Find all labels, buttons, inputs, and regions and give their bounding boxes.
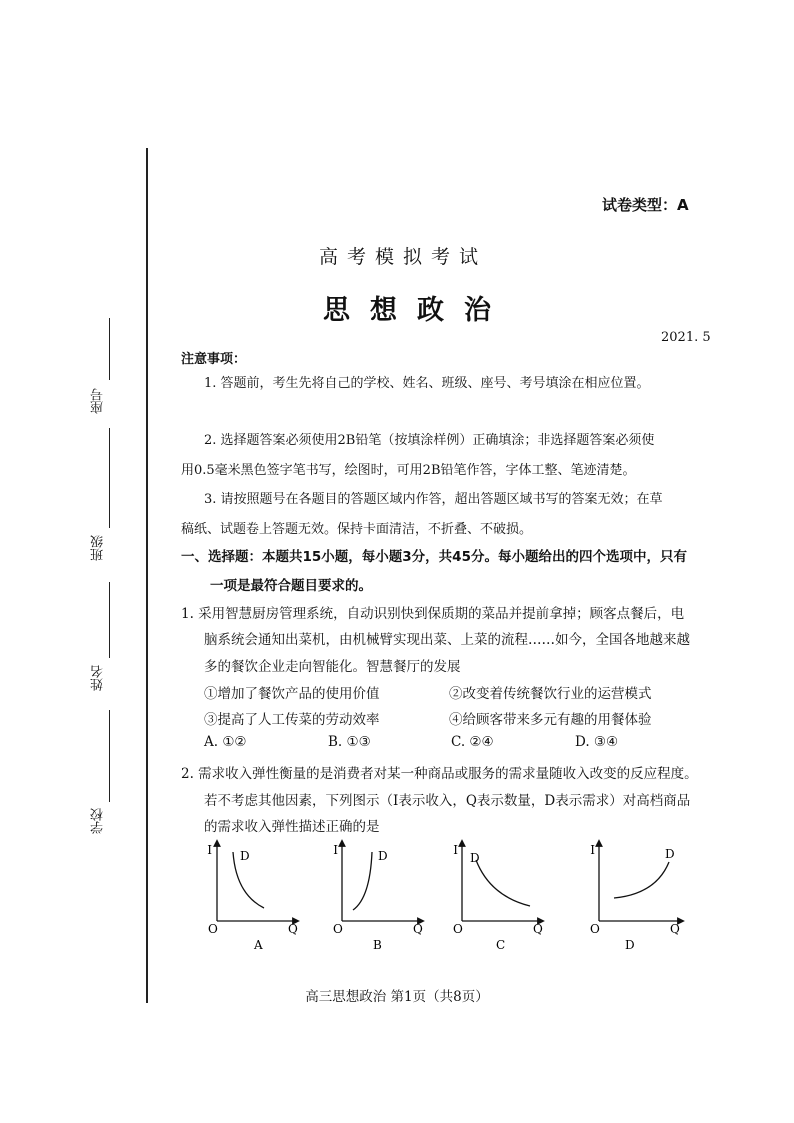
graph-d-origin: O xyxy=(590,922,600,936)
notice-title: 注意事项： xyxy=(181,352,247,367)
section1-heading-line-2: 一项是最符合题目要求的。 xyxy=(210,578,372,594)
section1-heading-line-1: 一、选择题：本题共15小题，每小题3分，共45分。每小题给出的四个选项中，只有 xyxy=(181,549,687,565)
q1-stem-line-1: 1. 采用智慧厨房管理系统，自动识别快到保质期的菜品并提前拿掉；顾客点餐后，电 xyxy=(181,606,685,622)
q2-stem-line-2: 若不考虑其他因素，下列图示（I表示收入，Q表示数量，D表示需求）对高档商品 xyxy=(204,793,691,809)
graph-d-curve xyxy=(614,862,669,898)
q2-stem-line-3: 的需求收入弹性描述正确的是 xyxy=(204,819,380,835)
graph-b-x-label: Q xyxy=(413,922,423,936)
exam-type: 试卷类型：A xyxy=(602,196,689,214)
graph-c-y-label: I xyxy=(453,843,458,857)
graph-a-origin: O xyxy=(208,922,218,936)
q1-option-d[interactable]: D. ③④ xyxy=(575,734,619,750)
subject-title: 思想政治 xyxy=(323,295,511,326)
page-footer: 高三思想政治 第1页（共8页） xyxy=(305,989,489,1005)
q1-option-a[interactable]: A. ①② xyxy=(204,734,247,750)
side-field-name-line[interactable] xyxy=(109,582,110,658)
notice-item-2-line-1: 2. 选择题答案必须使用2B铅笔（按填涂样例）正确填涂；非选择题答案必须使 xyxy=(204,433,655,448)
graph-a-y-label: I xyxy=(207,843,212,857)
side-field-seat-line[interactable] xyxy=(109,318,110,380)
q1-stem-line-3: 多的餐饮企业走向智能化。智慧餐厅的发展 xyxy=(204,659,461,675)
q1-statement-1: ①增加了餐饮产品的使用价值 xyxy=(204,686,380,702)
graph-c-curve-label: D xyxy=(470,851,480,865)
graph-b-origin: O xyxy=(333,922,343,936)
graph-a[interactable] xyxy=(207,843,298,952)
graph-a-x-label: Q xyxy=(288,922,298,936)
graph-c-origin: O xyxy=(453,922,463,936)
graph-d-y-label: I xyxy=(590,843,595,857)
side-field-name-label: 姓名 xyxy=(91,665,106,691)
side-field-seat-label: 座号 xyxy=(91,388,106,414)
exam-title: 高考模拟考试 xyxy=(318,246,487,268)
exam-date: 2021. 5 xyxy=(661,330,711,345)
graph-d[interactable] xyxy=(590,843,681,952)
graph-a-caption: A xyxy=(254,938,263,952)
binding-line xyxy=(146,148,148,1003)
notice-item-3-line-1: 3. 请按照题号在各题目的答题区域内作答，超出答题区域书写的答案无效；在草 xyxy=(204,492,663,507)
graph-d-curve-label: D xyxy=(665,847,675,861)
q2-stem-line-1: 2. 需求收入弹性衡量的是消费者对某一种商品或服务的需求量随收入改变的反应程度。 xyxy=(181,766,698,782)
notice-item-1: 1. 答题前，考生先将自己的学校、姓名、班级、座号、考号填涂在相应位置。 xyxy=(204,376,650,391)
side-field-school-line[interactable] xyxy=(109,710,110,802)
graph-c-curve xyxy=(476,860,530,906)
graph-b-curve xyxy=(353,852,372,910)
graph-b-y-label: I xyxy=(333,843,338,857)
graph-d-x-label: Q xyxy=(670,922,680,936)
graph-c-caption: C xyxy=(496,938,506,952)
graph-b-curve-label: D xyxy=(378,849,388,863)
q2-graphs xyxy=(200,838,700,958)
side-field-school-label: 学校 xyxy=(91,808,106,834)
side-field-class-line[interactable] xyxy=(109,428,110,528)
q1-statement-4: ④给顾客带来多元有趣的用餐体验 xyxy=(449,712,652,728)
q1-statement-2: ②改变着传统餐饮行业的运营模式 xyxy=(449,686,652,702)
q1-option-c[interactable]: C. ②④ xyxy=(451,734,494,750)
q1-option-b[interactable]: B. ①③ xyxy=(328,734,371,750)
q1-statement-3: ③提高了人工传菜的劳动效率 xyxy=(204,712,380,728)
side-field-class-label: 班级 xyxy=(91,535,106,561)
graph-c-x-label: Q xyxy=(533,922,543,936)
q1-stem-line-2: 脑系统会通知出菜机，由机械臂实现出菜、上菜的流程……如今，全国各地越来越 xyxy=(204,632,690,648)
graph-b[interactable] xyxy=(333,843,423,952)
graph-d-caption: D xyxy=(625,938,635,952)
graph-a-curve-label: D xyxy=(240,849,250,863)
notice-item-2-line-2: 用0.5毫米黑色签字笔书写，绘图时，可用2B铅笔作答，字体工整、笔迹清楚。 xyxy=(181,463,636,478)
graph-c[interactable] xyxy=(453,843,543,952)
graph-b-caption: B xyxy=(373,938,382,952)
notice-item-3-line-2: 稿纸、试题卷上答题无效。保持卡面清洁，不折叠、不破损。 xyxy=(181,522,533,537)
